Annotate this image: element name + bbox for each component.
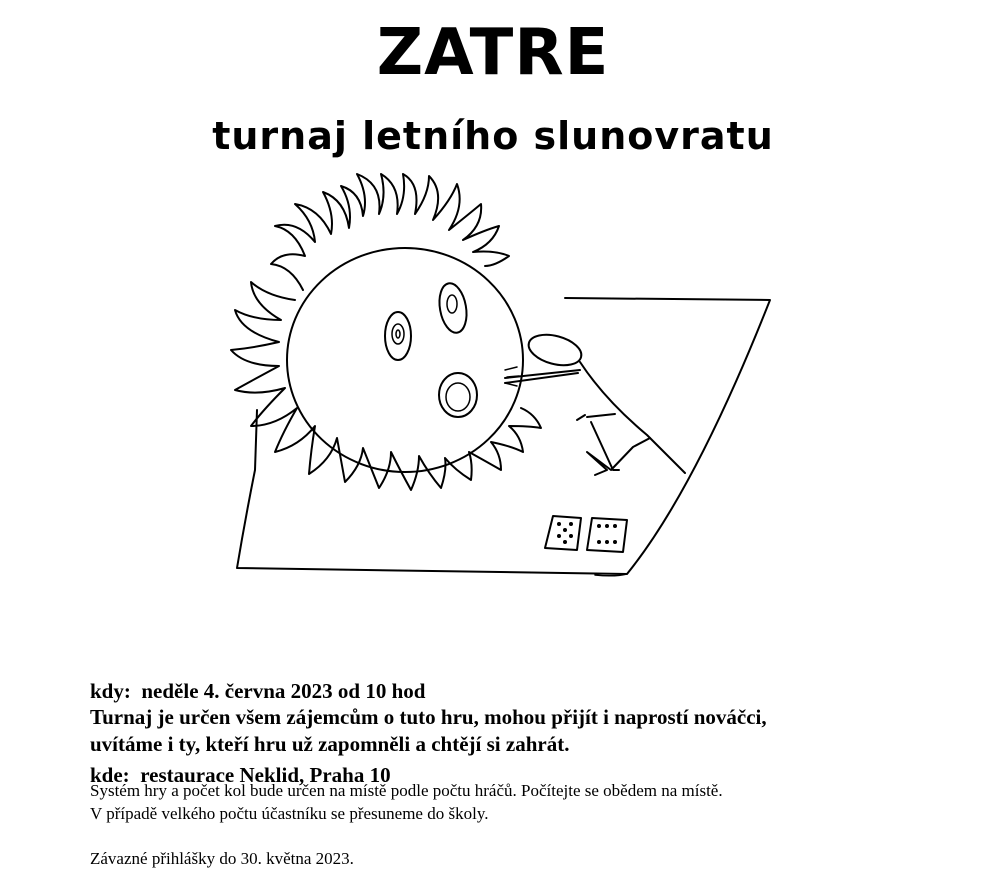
poster-title: ZATRE	[376, 16, 610, 90]
lead-line: Turnaj je určen všem zájemcům o tuto hru, mohou přijít i naprostí nováčci,	[90, 705, 767, 729]
body-line: V případě velkého počtu účastníku se přesuneme do školy.	[90, 804, 489, 823]
event-where-value: restaurace Neklid, Praha 10	[140, 763, 391, 787]
body-paragraph	[90, 779, 950, 825]
event-when-label: kdy:	[90, 679, 131, 703]
body-line: Systém hry a počet kol bude určen na místě podle počtu hráčů. Počítejte se obědem na místě.	[90, 781, 723, 800]
registration-deadline: Závazné přihlášky do 30. května 2023.	[90, 849, 354, 868]
event-when-value: neděle 4. června 2023 od 10 hod	[141, 679, 426, 703]
lead-line: uvítáme i ty, kteří hru už zapomněli a chtějí si zahrát.	[90, 732, 570, 756]
poster-subtitle: turnaj letního slunovratu	[212, 114, 774, 158]
sun-drawing-icon	[195, 170, 780, 580]
stick-figure-icon	[505, 329, 685, 475]
sun-face-icon	[287, 248, 523, 472]
event-when-row	[90, 677, 425, 705]
lead-paragraph	[90, 704, 910, 758]
event-where-label: kde:	[90, 763, 130, 787]
dice-icon	[545, 516, 627, 552]
